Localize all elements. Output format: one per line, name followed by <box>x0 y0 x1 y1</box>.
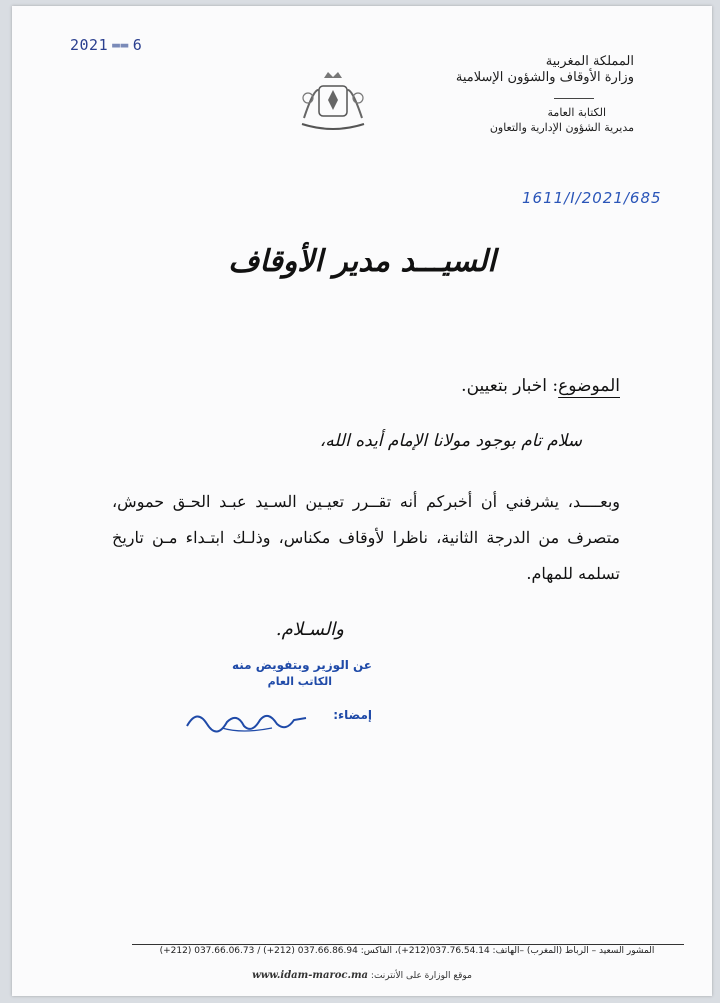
secretariat-name: الكتابة العامة <box>547 106 606 119</box>
royal-emblem-icon <box>294 68 372 134</box>
subject-text: : اخبار بتعيين. <box>461 376 559 396</box>
stamp-year: 2021 <box>70 36 109 54</box>
ministry-name: وزارة الأوقاف والشؤون الإسلامية <box>455 70 634 85</box>
footer-address: المشور السعيد – الرباط (المغرب) –الهاتف: 037.76.54.14(212+)، الفاكس: 037.66.86.94 (212+) / 037.66.06.73 (212+) <box>159 946 655 956</box>
footer-divider <box>132 944 684 945</box>
subject-line <box>461 376 620 396</box>
letter-page <box>12 6 712 996</box>
signature-label: إمضاء: <box>333 708 372 722</box>
signatory-title: الكاتب العام <box>267 675 332 688</box>
greeting: سلام تام بوجود مولانا الإمام أيده الله، <box>319 431 582 451</box>
ministry-header <box>374 54 634 135</box>
date-stamp <box>70 36 142 54</box>
footer-website: www.idam-maroc.ma <box>252 970 369 981</box>
directorate-name: مديرية الشؤون الإدارية والتعاون <box>489 121 634 134</box>
stamp-day: 6 <box>132 36 143 54</box>
letter-title: السيـــد مدير الأوقاف <box>228 244 496 279</box>
subject-label: الموضوع <box>558 376 620 396</box>
footer-website-line <box>12 970 712 981</box>
delegation-line: عن الوزير وبتفويض منه <box>231 658 372 672</box>
letter-body: وبعــــد، يشرفني أن أخبركم أنه تقــرر تعيـين السـيد عبـد الحـق حموش، متصرف من الدرجة الثانية، ناظرا لأوقاف مكناس، وذلـك ابتـداء مـن تاريخ تسلمه للمهام. <box>112 492 620 583</box>
footer-site-label: موقع الوزارة على الأنترنت: <box>370 971 472 981</box>
header-divider <box>554 98 594 99</box>
stamp-smudge: ▬▬ <box>112 37 129 53</box>
handwritten-signature-icon <box>182 698 312 738</box>
closing: والسـلام. <box>275 619 344 640</box>
reference-number: 1611/I/2021/685 <box>522 189 662 207</box>
kingdom-name: المملكة المغربية <box>545 54 634 69</box>
